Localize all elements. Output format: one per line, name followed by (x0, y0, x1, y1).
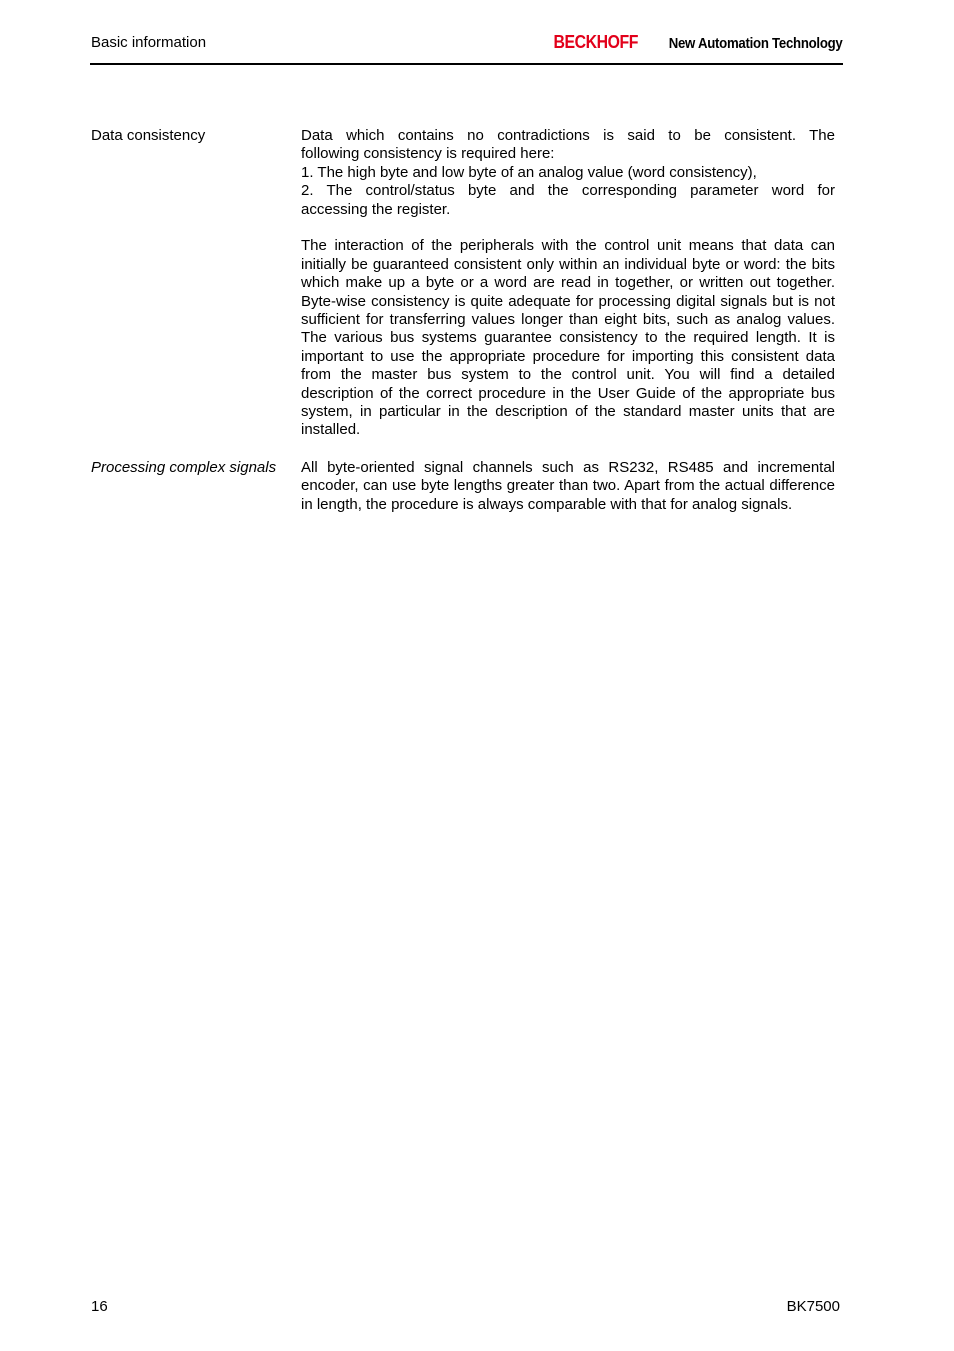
list-item: 2. The control/status byte and the corresponding parameter word for (301, 182, 835, 200)
brand-tagline: New Automation Technology (668, 35, 842, 52)
body-line: accessing the register. (301, 200, 451, 218)
document-id: BK7500 (786, 1298, 840, 1315)
body-line: following consistency is required here: (301, 145, 555, 163)
brand-logo (542, 32, 842, 53)
section-body (301, 459, 835, 533)
brand-name: BECKHOFF (553, 32, 639, 52)
page-number: 16 (91, 1298, 108, 1315)
header-section-title: Basic information (91, 34, 207, 51)
section-body (301, 127, 835, 458)
section-label: Processing complex signals (91, 459, 277, 476)
section-label: Data consistency (91, 127, 206, 144)
body-paragraph: All byte-oriented signal channels such as RS232, RS485 and incremental encoder, can use byte lengths greater than two. Apart from the actual difference in length, the procedure is always comparable with that for analog signals. (301, 459, 835, 513)
body-line: Data which contains no contradictions is said to be consistent. The (301, 127, 835, 144)
list-item: 1. The high byte and low byte of an analog value (word consistency), (301, 163, 757, 181)
page-header (90, 32, 843, 65)
body-paragraph: The interaction of the peripherals with the control unit means that data can initially be guaranteed consistent only within an individual byte or word: the bits which make up a byte or a word are read in together, or written out together. Byte-wise consistency is quite adequate for processing digital signals but is not sufficient for transferring values longer than eight bits, such as analog values. The various bus systems guarantee consistency to the required length. It is important to use the appropriate procedure for importing this consistent data from the master bus system to the control unit. You will find a detailed description of the correct procedure in the User Guide of the appropriate bus system, in particular in the description of the standard master units that are installed. (301, 237, 835, 439)
